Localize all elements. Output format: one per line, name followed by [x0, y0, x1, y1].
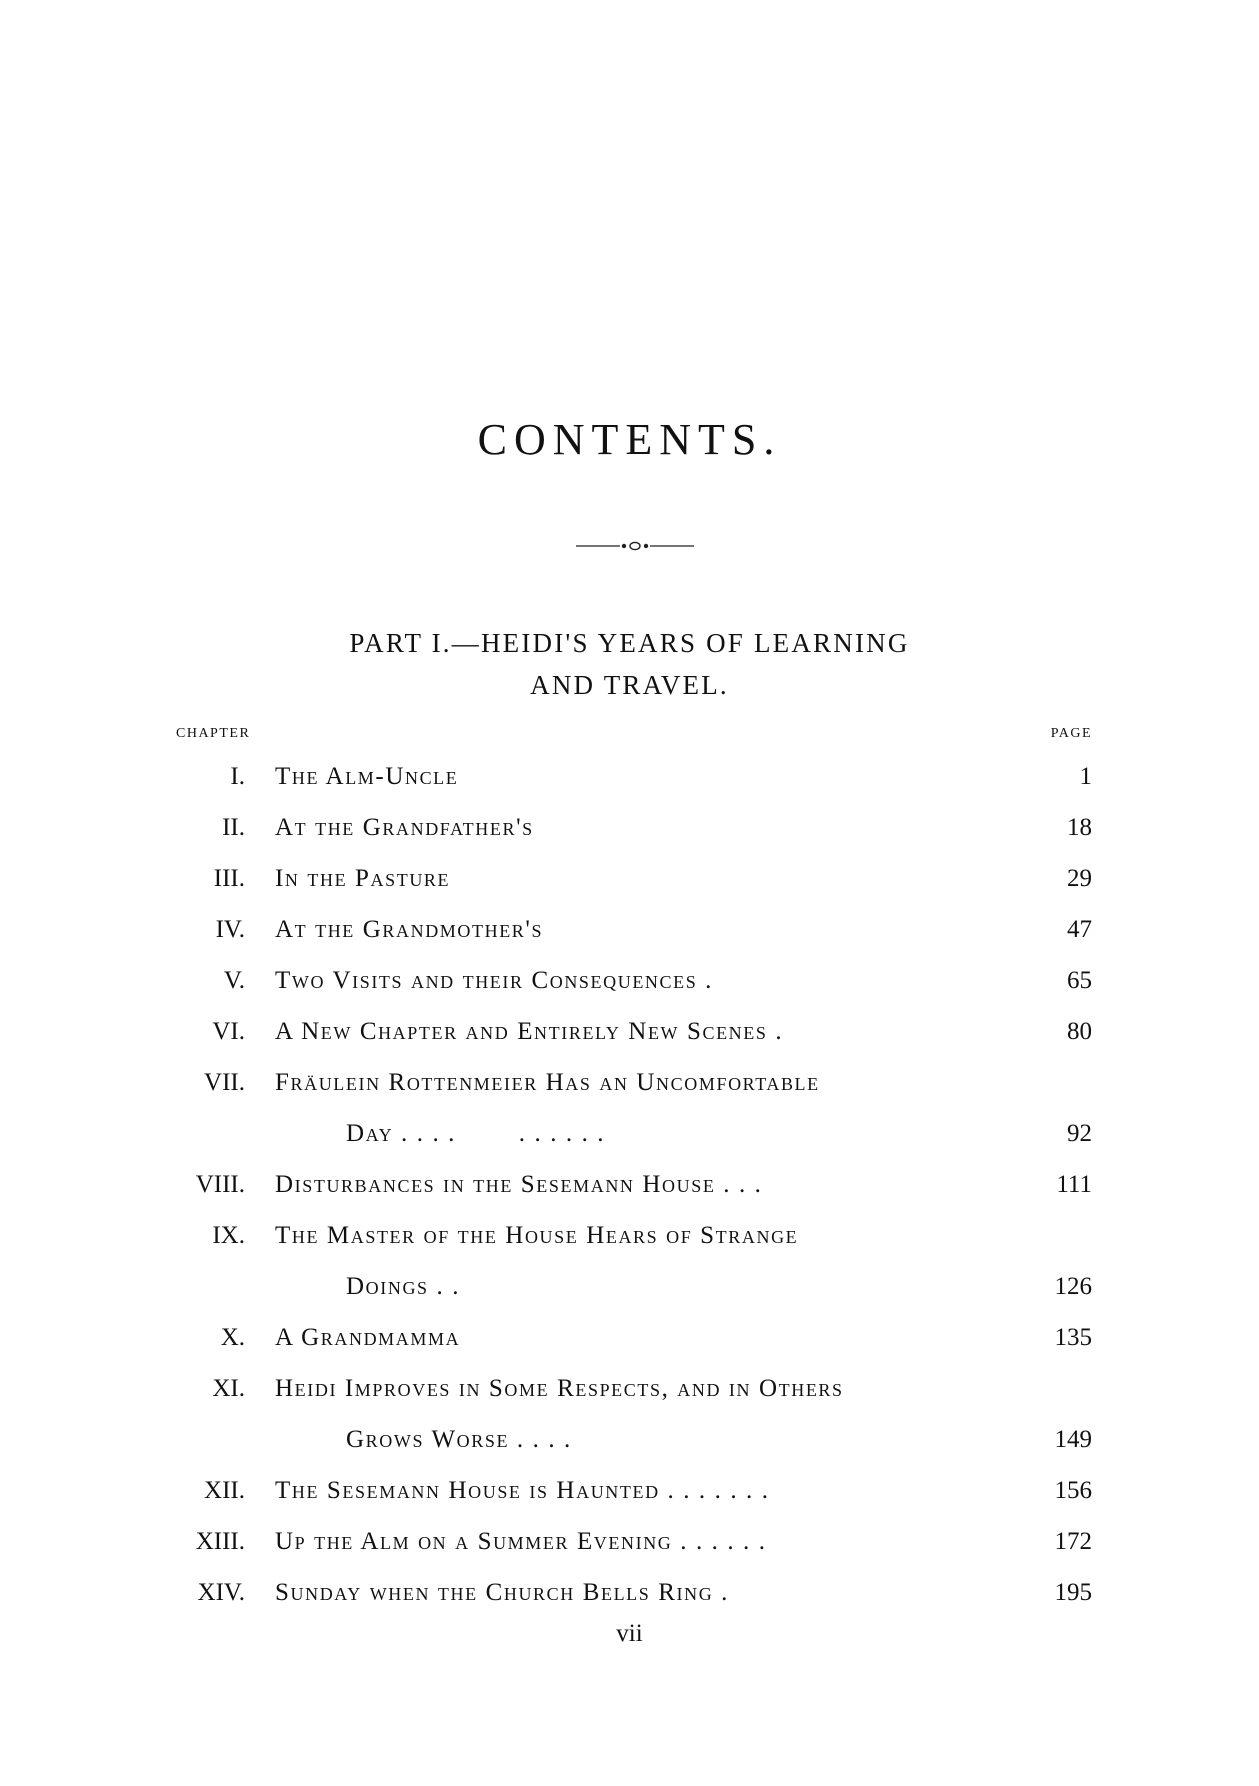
part-heading-line-2: AND TRAVEL. — [530, 670, 729, 700]
chapter-number: VI. — [212, 1018, 245, 1045]
toc-row — [0, 1522, 1259, 1562]
toc-row — [0, 1318, 1259, 1358]
page-column-header: PAGE — [1050, 726, 1092, 741]
toc-row — [0, 757, 1259, 797]
toc-row — [0, 1573, 1259, 1613]
chapter-number: V. — [223, 967, 245, 994]
toc-row-continuation — [0, 1114, 1259, 1154]
page-number: 135 — [1054, 1324, 1092, 1351]
chapter-title: Heidi Improves in Some Respects, and in Others — [275, 1375, 844, 1402]
toc-row — [0, 859, 1259, 899]
chapter-title: Two Visits and their Consequences . — [275, 967, 714, 994]
toc-row — [0, 1369, 1259, 1409]
chapter-number: VIII. — [195, 1171, 245, 1198]
toc-row — [0, 910, 1259, 950]
page-number: 195 — [1054, 1579, 1092, 1606]
page-number: 1 — [1079, 763, 1092, 790]
chapter-title: The Master of the House Hears of Strange — [275, 1222, 799, 1249]
toc-row — [0, 808, 1259, 848]
chapter-number: VII. — [204, 1069, 245, 1096]
chapter-number: IX. — [212, 1222, 245, 1249]
page-title: CONTENTS. — [477, 415, 782, 464]
chapter-title: At the Grandfather's — [275, 814, 534, 841]
folio-page-number: vii — [616, 1620, 643, 1647]
page-number: 47 — [1067, 916, 1092, 943]
chapter-number: III. — [213, 865, 245, 892]
toc-row — [0, 1063, 1259, 1103]
chapter-title: Fräulein Rottenmeier Has an Uncomfortable — [275, 1069, 820, 1096]
chapter-title: At the Grandmother's — [275, 916, 544, 943]
page-number: 172 — [1054, 1528, 1092, 1555]
chapter-number: XI. — [212, 1375, 245, 1402]
toc-row-continuation — [0, 1267, 1259, 1307]
chapter-title: The Sesemann House is Haunted . . . . . . . — [275, 1477, 770, 1504]
page-number: 149 — [1054, 1426, 1092, 1453]
chapter-number: X. — [220, 1324, 245, 1351]
chapter-title: The Alm-Uncle — [275, 763, 459, 790]
chapter-column-header: CHAPTER — [176, 726, 251, 741]
part-heading-line-1: PART I.—HEIDI'S YEARS OF LEARNING — [349, 628, 910, 658]
toc-row — [0, 1165, 1259, 1205]
page-number: 18 — [1067, 814, 1092, 841]
chapter-title: Doings . . — [346, 1273, 461, 1300]
chapter-number: XII. — [204, 1477, 245, 1504]
part-heading — [0, 622, 1259, 706]
chapter-title: Day . . . . . . . . . . — [346, 1120, 606, 1147]
chapter-title: In the Pasture — [275, 865, 451, 892]
chapter-number: II. — [222, 814, 245, 841]
toc-row — [0, 1216, 1259, 1256]
chapter-number: I. — [230, 763, 245, 790]
page-number: 65 — [1067, 967, 1092, 994]
toc-row — [0, 1012, 1259, 1052]
page-number: 126 — [1054, 1273, 1092, 1300]
page-number: 92 — [1067, 1120, 1092, 1147]
toc-row-continuation — [0, 1420, 1259, 1460]
toc-row — [0, 961, 1259, 1001]
chapter-title: Sunday when the Church Bells Ring . — [275, 1579, 729, 1606]
chapter-number: IV. — [215, 916, 245, 943]
chapter-title: Grows Worse . . . . — [346, 1426, 572, 1453]
chapter-title: Disturbances in the Sesemann House . . . — [275, 1171, 763, 1198]
chapter-title: A New Chapter and Entirely New Scenes . — [275, 1018, 784, 1045]
page-number: 156 — [1054, 1477, 1092, 1504]
ornament-divider-icon — [576, 538, 694, 554]
page-number: 29 — [1067, 865, 1092, 892]
page-number: 111 — [1056, 1171, 1092, 1198]
chapter-title: A Grandmamma — [275, 1324, 461, 1351]
chapter-number: XIV. — [197, 1579, 245, 1606]
chapter-number: XIII. — [195, 1528, 245, 1555]
chapter-title: Up the Alm on a Summer Evening . . . . . . — [275, 1528, 767, 1555]
toc-row — [0, 1471, 1259, 1511]
page-number: 80 — [1067, 1018, 1092, 1045]
